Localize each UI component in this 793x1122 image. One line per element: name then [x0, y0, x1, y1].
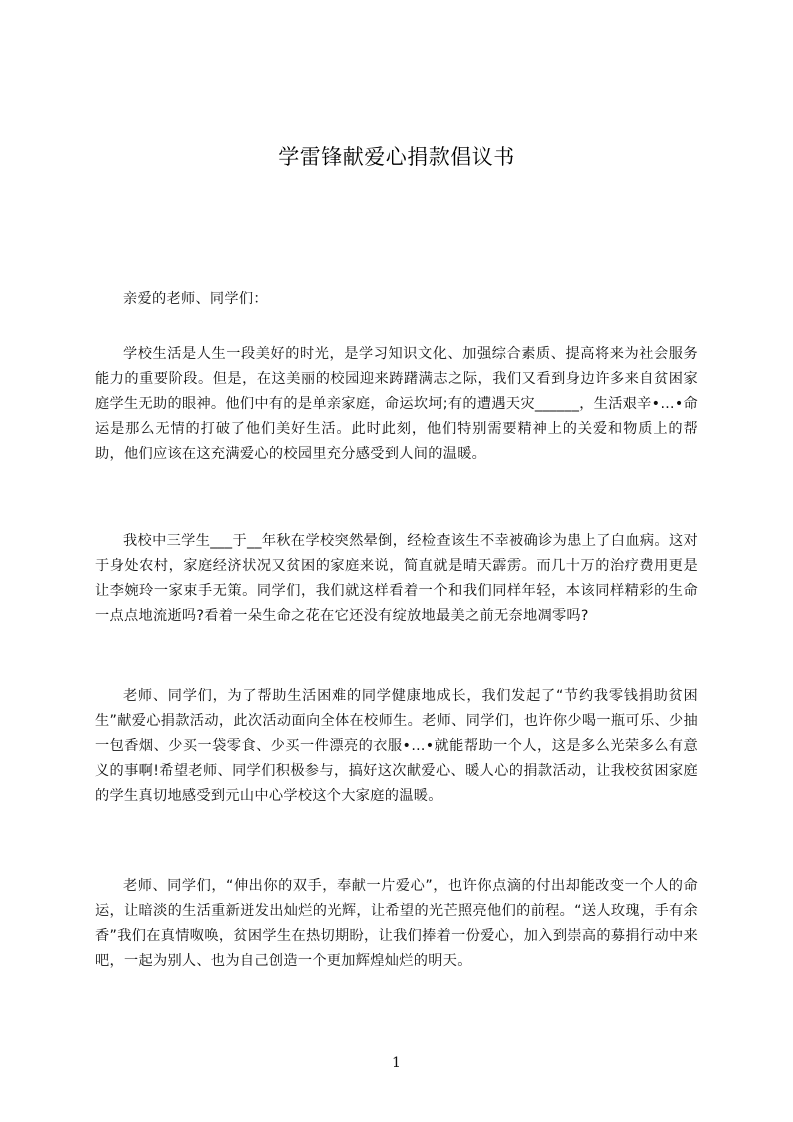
paragraph-4: 老师、同学们，“伸出你的双手，奉献一片爱心”，也许你点滴的付出却能改变一个人的命运，让暗淡的生活重新迸发出灿烂的光辉，让希望的光芒照亮他们的前程。“送人玫瑰，手有余香”我们在真情呶唤，贫困学生在热切期盼，让我们捧着一份爱心，加入到崇高的募捐行动中来吧，一起为别人、也为自己创造一个更加辉煌灿烂的明天。	[95, 878, 698, 969]
document-title: 学雷锋献爱心捐款倡议书	[278, 145, 515, 169]
paragraph-1: 学校生活是人生一段美好的时光，是学习知识文化、加强综合素质、提高将来为社会服务能力的重要阶段。但是，在这美丽的校园迎来踌躇满志之际，我们又看到身边许多来自贫困家庭学生无助的眼神。他们中有的是单亲家庭，命运坎坷;有的遭遇天灾______，生活艰辛•…•命运是那么无情的打破了他们美好生活。此时此刻，他们特别需要精神上的关爱和物质上的帮助，他们应该在这充满爱心的校园里充分感受到人间的温暖。	[95, 346, 698, 462]
paragraph-3: 老师、同学们，为了帮助生活困难的同学健康地成长，我们发起了“节约我零钱捐助贫困生”献爱心捐款活动，此次活动面向全体在校师生。老师、同学们，也许你少喝一瓶可乐、少抽一包香烟、少买一袋零食、少买一件漂亮的衣服•…•就能帮助一个人，这是多么光荣多么有意义的事啊!希望老师、同学们积极参与，搞好这次献爱心、暖人心的捐款活动，让我校贫困家庭的学生真切地感受到元山中心学校这个大家庭的温暖。	[95, 688, 698, 804]
page-number: 1	[392, 1055, 401, 1071]
paragraph-2: 我校中三学生___于__年秋在学校突然晕倒，经检查该生不幸被确诊为患上了白血病。这对于身处农村，家庭经济状况又贫困的家庭来说，简直就是晴天霹雳。而几十万的治疗费用更是让李婉玲一家束手无策。同学们，我们就这样看着一个和我们同样年轻，本该同样精彩的生命一点点地流逝吗?看着一朵生命之花在它还没有绽放地最美之前无奈地凋零吗?	[95, 533, 698, 624]
salutation: 亲爱的老师、同学们：	[123, 291, 268, 307]
